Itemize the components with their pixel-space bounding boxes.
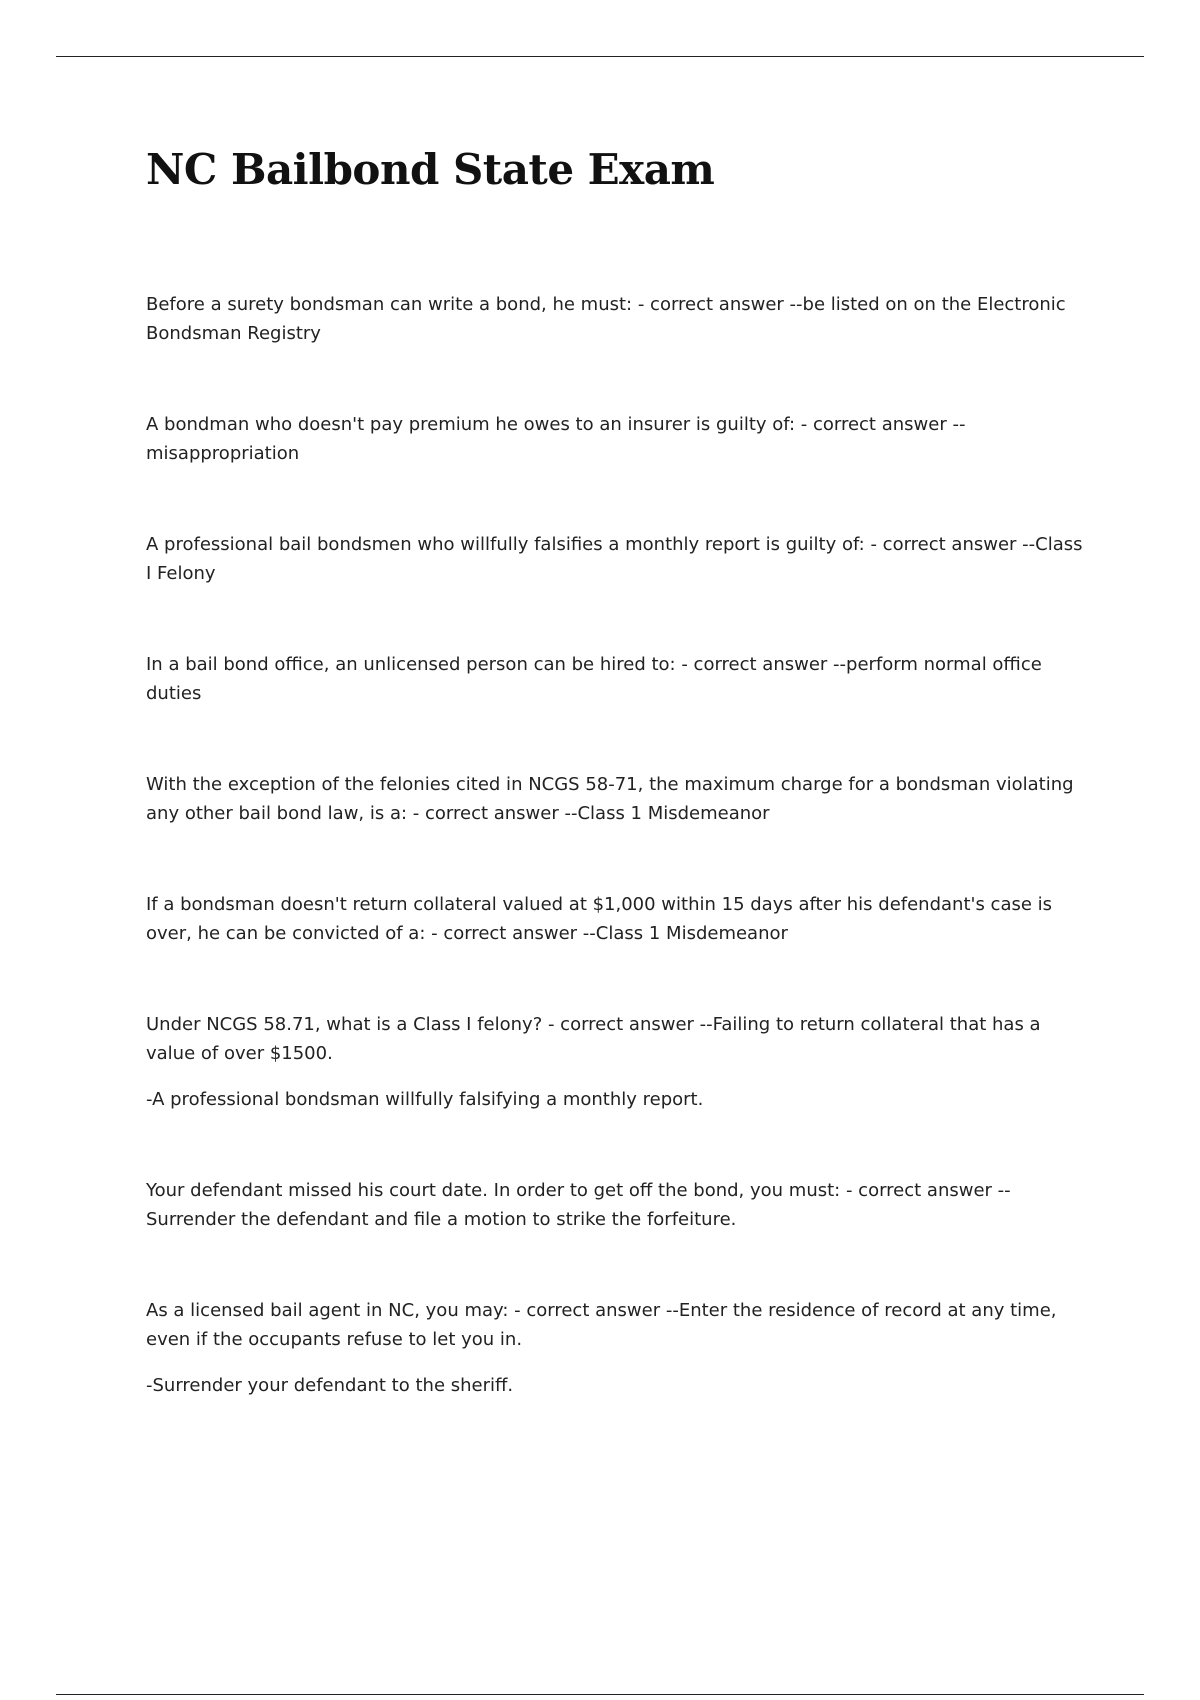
question-text: Before a surety bondsman can write a bond, he must: - correct answer --be listed on on the Electronic Bondsman Registry — [146, 294, 1066, 344]
question-item-7 — [146, 1010, 1091, 1114]
question-item-3 — [146, 530, 1091, 588]
question-text: Under NCGS 58.71, what is a Class I felony? - correct answer --Failing to return collateral that has a value of over $1500. — [146, 1014, 1041, 1064]
question-text: A bondman who doesn't pay premium he owes to an insurer is guilty of: - correct answer --misappropriation — [146, 414, 966, 464]
question-text: If a bondsman doesn't return collateral valued at $1,000 within 15 days after his defendant's case is over, he can be convicted of a: - correct answer --Class 1 Misdemeanor — [146, 894, 1053, 944]
question-list — [146, 290, 1091, 1462]
question-text: As a licensed bail agent in NC, you may: - correct answer --Enter the residence of record at any time, even if the occupants refuse to let you in. — [146, 1300, 1057, 1350]
question-item-1 — [146, 290, 1091, 348]
answer-continuation: -A professional bondsman willfully falsifying a monthly report. — [146, 1089, 704, 1110]
document-title: NC Bailbond State Exam — [146, 145, 715, 194]
question-item-8 — [146, 1176, 1091, 1234]
top-rule — [56, 56, 1144, 57]
question-item-6 — [146, 890, 1091, 948]
question-text: With the exception of the felonies cited in NCGS 58-71, the maximum charge for a bondsman violating any other bail bond law, is a: - correct answer --Class 1 Misdemeanor — [146, 774, 1074, 824]
bottom-rule — [56, 1694, 1144, 1695]
question-text: A professional bail bondsmen who willfully falsifies a monthly report is guilty of: - correct answer --Class I Felony — [146, 534, 1083, 584]
question-item-2 — [146, 410, 1091, 468]
question-item-9 — [146, 1296, 1091, 1400]
answer-continuation: -Surrender your defendant to the sheriff. — [146, 1375, 514, 1396]
question-item-4 — [146, 650, 1091, 708]
question-item-5 — [146, 770, 1091, 828]
question-text: Your defendant missed his court date. In order to get off the bond, you must: - correct answer --Surrender the defendant and file a motion to strike the forfeiture. — [146, 1180, 1011, 1230]
question-text: In a bail bond office, an unlicensed person can be hired to: - correct answer --perform normal office duties — [146, 654, 1042, 704]
